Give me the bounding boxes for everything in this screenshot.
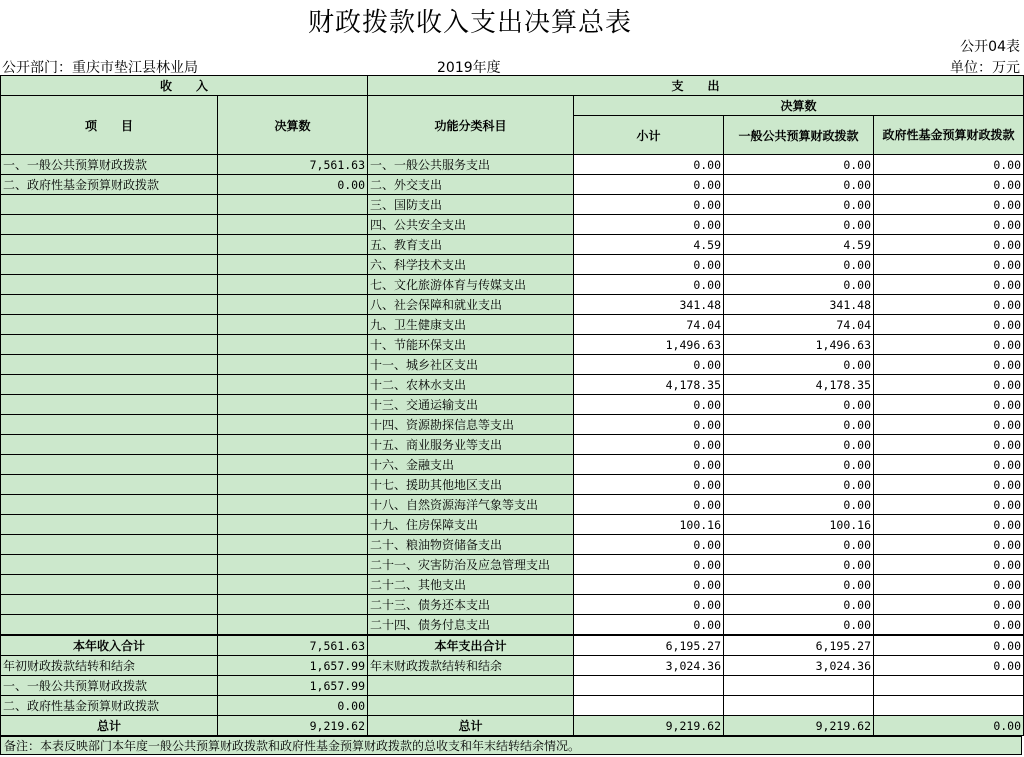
expense-general: 0.00 <box>724 215 874 235</box>
expense-item-label: 十七、援助其他地区支出 <box>368 475 574 495</box>
empty-cell <box>874 676 1024 696</box>
income-item-value <box>218 295 368 315</box>
expense-item-label: 七、文化旅游体育与传媒支出 <box>368 275 574 295</box>
table-row <box>1 535 1024 555</box>
expense-item-label: 二十二、其他支出 <box>368 575 574 595</box>
expense-fund: 0.00 <box>874 275 1024 295</box>
table-row <box>1 455 1024 475</box>
income-header: 收 入 <box>1 76 368 96</box>
expense-item-label: 十九、住房保障支出 <box>368 515 574 535</box>
expense-item-label: 十三、交通运输支出 <box>368 395 574 415</box>
expense-fund: 0.00 <box>874 615 1024 636</box>
expense-subtotal: 0.00 <box>574 535 724 555</box>
income-item-value: 7,561.63 <box>218 155 368 175</box>
expense-general: 74.04 <box>724 315 874 335</box>
expense-general: 0.00 <box>724 355 874 375</box>
general-budget-header: 一般公共预算财政拨款 <box>724 116 874 155</box>
income-item-label <box>1 295 218 315</box>
expense-fund: 0.00 <box>874 235 1024 255</box>
gov-fund-header: 政府性基金预算财政拨款 <box>874 116 1024 155</box>
table-row <box>1 575 1024 595</box>
table-row <box>1 375 1024 395</box>
income-item-label <box>1 535 218 555</box>
expense-subtotal: 0.00 <box>574 595 724 615</box>
income-item-value <box>218 415 368 435</box>
table-row <box>1 475 1024 495</box>
unit-label: 单位：万元 <box>950 60 1020 76</box>
expense-item-label: 九、卫生健康支出 <box>368 315 574 335</box>
table-row <box>1 255 1024 275</box>
expense-fund: 0.00 <box>874 495 1024 515</box>
expense-item-label: 八、社会保障和就业支出 <box>368 295 574 315</box>
subtotal-header: 小计 <box>574 116 724 155</box>
expense-item-label: 五、教育支出 <box>368 235 574 255</box>
carry-end-label: 年末财政拨款结转和结余 <box>368 656 574 676</box>
grand-total-income-label: 总计 <box>1 716 218 736</box>
expense-total-fund: 0.00 <box>874 635 1024 656</box>
expense-subtotal: 0.00 <box>574 155 724 175</box>
expense-fund: 0.00 <box>874 315 1024 335</box>
grand-total-income-value: 9,219.62 <box>218 716 368 736</box>
income-item-label <box>1 255 218 275</box>
expense-item-label: 三、国防支出 <box>368 195 574 215</box>
grand-total-expense-fund: 0.00 <box>874 716 1024 736</box>
table-row <box>1 275 1024 295</box>
income-item-value <box>218 235 368 255</box>
table-row <box>1 295 1024 315</box>
carry-sub-value: 1,657.99 <box>218 676 368 696</box>
expense-subtotal: 0.00 <box>574 395 724 415</box>
carry-sub-label: 一、一般公共预算财政拨款 <box>1 676 218 696</box>
expense-general: 0.00 <box>724 595 874 615</box>
expense-item-label: 二十一、灾害防治及应急管理支出 <box>368 555 574 575</box>
income-item-value <box>218 515 368 535</box>
expense-item-label: 四、公共安全支出 <box>368 215 574 235</box>
carry-sub-value: 0.00 <box>218 696 368 716</box>
income-item-value <box>218 595 368 615</box>
expense-subtotal: 0.00 <box>574 475 724 495</box>
carry-begin-value: 1,657.99 <box>218 656 368 676</box>
carry-sub-row <box>1 676 1024 696</box>
expense-fund: 0.00 <box>874 535 1024 555</box>
table-row <box>1 395 1024 415</box>
expense-subtotal: 0.00 <box>574 275 724 295</box>
expense-subtotal: 0.00 <box>574 615 724 636</box>
income-item-label <box>1 395 218 415</box>
expense-general: 0.00 <box>724 175 874 195</box>
expense-subtotal: 1,496.63 <box>574 335 724 355</box>
income-item-label <box>1 315 218 335</box>
expense-item-label: 二、外交支出 <box>368 175 574 195</box>
expense-fund: 0.00 <box>874 355 1024 375</box>
carry-begin-label: 年初财政拨款结转和结余 <box>1 656 218 676</box>
carry-end-fund: 0.00 <box>874 656 1024 676</box>
grand-total-expense-subtotal: 9,219.62 <box>574 716 724 736</box>
income-item-label <box>1 335 218 355</box>
income-item-label <box>1 435 218 455</box>
expense-fund: 0.00 <box>874 155 1024 175</box>
table-row <box>1 435 1024 455</box>
expense-item-label: 十、节能环保支出 <box>368 335 574 355</box>
empty-cell <box>874 696 1024 716</box>
expense-general: 341.48 <box>724 295 874 315</box>
expense-subtotal: 74.04 <box>574 315 724 335</box>
grand-total-expense-label: 总计 <box>368 716 574 736</box>
income-total-value: 7,561.63 <box>218 635 368 656</box>
expense-subtotal: 100.16 <box>574 515 724 535</box>
expense-item-label: 十四、资源勘探信息等支出 <box>368 415 574 435</box>
expense-general: 1,496.63 <box>724 335 874 355</box>
page-title: 财政拨款收入支出决算总表 <box>307 8 632 38</box>
empty-cell <box>724 696 874 716</box>
expense-subtotal: 0.00 <box>574 215 724 235</box>
expense-general: 100.16 <box>724 515 874 535</box>
expense-general: 0.00 <box>724 415 874 435</box>
expense-general: 0.00 <box>724 475 874 495</box>
expense-fund: 0.00 <box>874 475 1024 495</box>
income-item-value <box>218 555 368 575</box>
final-amount-header: 决算数 <box>574 96 1024 116</box>
form-id: 公开04表 <box>960 39 1020 55</box>
grand-total-row <box>1 716 1024 736</box>
func-subject-header: 功能分类科目 <box>368 96 574 155</box>
total-row <box>1 635 1024 656</box>
expense-general: 0.00 <box>724 495 874 515</box>
empty-cell <box>368 676 574 696</box>
income-item-value <box>218 215 368 235</box>
expense-item-label: 十五、商业服务业等支出 <box>368 435 574 455</box>
expense-general: 0.00 <box>724 555 874 575</box>
expense-subtotal: 0.00 <box>574 435 724 455</box>
expense-item-label: 十八、自然资源海洋气象等支出 <box>368 495 574 515</box>
table-row <box>1 615 1024 636</box>
table-row <box>1 315 1024 335</box>
empty-cell <box>368 696 574 716</box>
expense-general: 4.59 <box>724 235 874 255</box>
income-item-value <box>218 495 368 515</box>
income-item-value <box>218 575 368 595</box>
expense-general: 0.00 <box>724 275 874 295</box>
income-item-label: 一、一般公共预算财政拨款 <box>1 155 218 175</box>
expense-fund: 0.00 <box>874 335 1024 355</box>
income-item-value <box>218 395 368 415</box>
expense-fund: 0.00 <box>874 195 1024 215</box>
income-item-label: 二、政府性基金预算财政拨款 <box>1 175 218 195</box>
expense-subtotal: 0.00 <box>574 175 724 195</box>
year-label: 2019年度 <box>437 60 501 76</box>
table-row <box>1 495 1024 515</box>
expense-fund: 0.00 <box>874 175 1024 195</box>
expense-total-label: 本年支出合计 <box>368 635 574 656</box>
expense-subtotal: 0.00 <box>574 555 724 575</box>
expense-general: 0.00 <box>724 395 874 415</box>
expense-fund: 0.00 <box>874 395 1024 415</box>
income-item-value <box>218 195 368 215</box>
expense-general: 4,178.35 <box>724 375 874 395</box>
expense-fund: 0.00 <box>874 295 1024 315</box>
income-item-label <box>1 455 218 475</box>
expense-general: 0.00 <box>724 435 874 455</box>
income-item-label <box>1 495 218 515</box>
expense-subtotal: 0.00 <box>574 195 724 215</box>
expense-item-label: 二十、粮油物资储备支出 <box>368 535 574 555</box>
expense-item-label: 十二、农林水支出 <box>368 375 574 395</box>
income-item-value <box>218 455 368 475</box>
expense-total-general: 6,195.27 <box>724 635 874 656</box>
income-item-label <box>1 275 218 295</box>
expense-general: 0.00 <box>724 615 874 636</box>
empty-cell <box>574 696 724 716</box>
income-item-label <box>1 235 218 255</box>
expense-subtotal: 0.00 <box>574 355 724 375</box>
expense-item-label: 十一、城乡社区支出 <box>368 355 574 375</box>
income-total-label: 本年收入合计 <box>1 635 218 656</box>
item-header: 项 目 <box>1 96 218 155</box>
income-item-value <box>218 335 368 355</box>
income-item-value <box>218 475 368 495</box>
income-item-label <box>1 375 218 395</box>
income-item-value <box>218 255 368 275</box>
expense-general: 0.00 <box>724 155 874 175</box>
expense-fund: 0.00 <box>874 595 1024 615</box>
table-row <box>1 235 1024 255</box>
table-row <box>1 335 1024 355</box>
expense-subtotal: 0.00 <box>574 495 724 515</box>
income-item-label <box>1 515 218 535</box>
income-item-value <box>218 535 368 555</box>
expense-header: 支 出 <box>368 76 1024 96</box>
expense-fund: 0.00 <box>874 415 1024 435</box>
carry-sub-row <box>1 696 1024 716</box>
income-item-label <box>1 555 218 575</box>
expense-general: 0.00 <box>724 195 874 215</box>
grand-total-expense-general: 9,219.62 <box>724 716 874 736</box>
expense-general: 0.00 <box>724 575 874 595</box>
expense-fund: 0.00 <box>874 575 1024 595</box>
income-item-label <box>1 215 218 235</box>
table-row <box>1 515 1024 535</box>
income-item-label <box>1 575 218 595</box>
meta-row <box>0 56 1024 76</box>
table-row <box>1 155 1024 175</box>
expense-fund: 0.00 <box>874 455 1024 475</box>
expense-fund: 0.00 <box>874 375 1024 395</box>
table-row <box>1 555 1024 575</box>
expense-fund: 0.00 <box>874 555 1024 575</box>
expense-subtotal: 341.48 <box>574 295 724 315</box>
income-item-label <box>1 615 218 636</box>
budget-table <box>0 75 1024 736</box>
expense-fund: 0.00 <box>874 215 1024 235</box>
expense-item-label: 一、一般公共服务支出 <box>368 155 574 175</box>
income-item-value <box>218 355 368 375</box>
income-item-label <box>1 195 218 215</box>
expense-total-subtotal: 6,195.27 <box>574 635 724 656</box>
income-item-label <box>1 355 218 375</box>
carry-end-general: 3,024.36 <box>724 656 874 676</box>
table-row <box>1 215 1024 235</box>
expense-subtotal: 4.59 <box>574 235 724 255</box>
amount-header: 决算数 <box>218 96 368 155</box>
income-item-value <box>218 435 368 455</box>
expense-fund: 0.00 <box>874 435 1024 455</box>
table-row <box>1 595 1024 615</box>
expense-item-label: 十六、金融支出 <box>368 455 574 475</box>
table-row <box>1 355 1024 375</box>
income-item-label <box>1 595 218 615</box>
income-item-value: 0.00 <box>218 175 368 195</box>
expense-subtotal: 0.00 <box>574 455 724 475</box>
table-row <box>1 195 1024 215</box>
income-item-value <box>218 615 368 636</box>
expense-fund: 0.00 <box>874 515 1024 535</box>
income-item-value <box>218 275 368 295</box>
carry-end-subtotal: 3,024.36 <box>574 656 724 676</box>
expense-subtotal: 0.00 <box>574 575 724 595</box>
income-item-value <box>218 315 368 335</box>
expense-item-label: 二十四、债务付息支出 <box>368 615 574 636</box>
table-row <box>1 415 1024 435</box>
footnote: 备注：本表反映部门本年度一般公共预算财政拨款和政府性基金预算财政拨款的总收支和年末结转结余情况。 <box>0 735 1022 755</box>
expense-subtotal: 4,178.35 <box>574 375 724 395</box>
income-item-label <box>1 475 218 495</box>
table-row <box>1 175 1024 195</box>
carry-sub-label: 二、政府性基金预算财政拨款 <box>1 696 218 716</box>
expense-fund: 0.00 <box>874 255 1024 275</box>
empty-cell <box>724 676 874 696</box>
income-item-label <box>1 415 218 435</box>
department-label: 公开部门：重庆市垫江县林业局 <box>2 60 198 76</box>
expense-general: 0.00 <box>724 455 874 475</box>
expense-general: 0.00 <box>724 535 874 555</box>
expense-subtotal: 0.00 <box>574 415 724 435</box>
expense-general: 0.00 <box>724 255 874 275</box>
expense-item-label: 六、科学技术支出 <box>368 255 574 275</box>
income-item-value <box>218 375 368 395</box>
expense-subtotal: 0.00 <box>574 255 724 275</box>
empty-cell <box>574 676 724 696</box>
carry-row <box>1 656 1024 676</box>
expense-item-label: 二十三、债务还本支出 <box>368 595 574 615</box>
